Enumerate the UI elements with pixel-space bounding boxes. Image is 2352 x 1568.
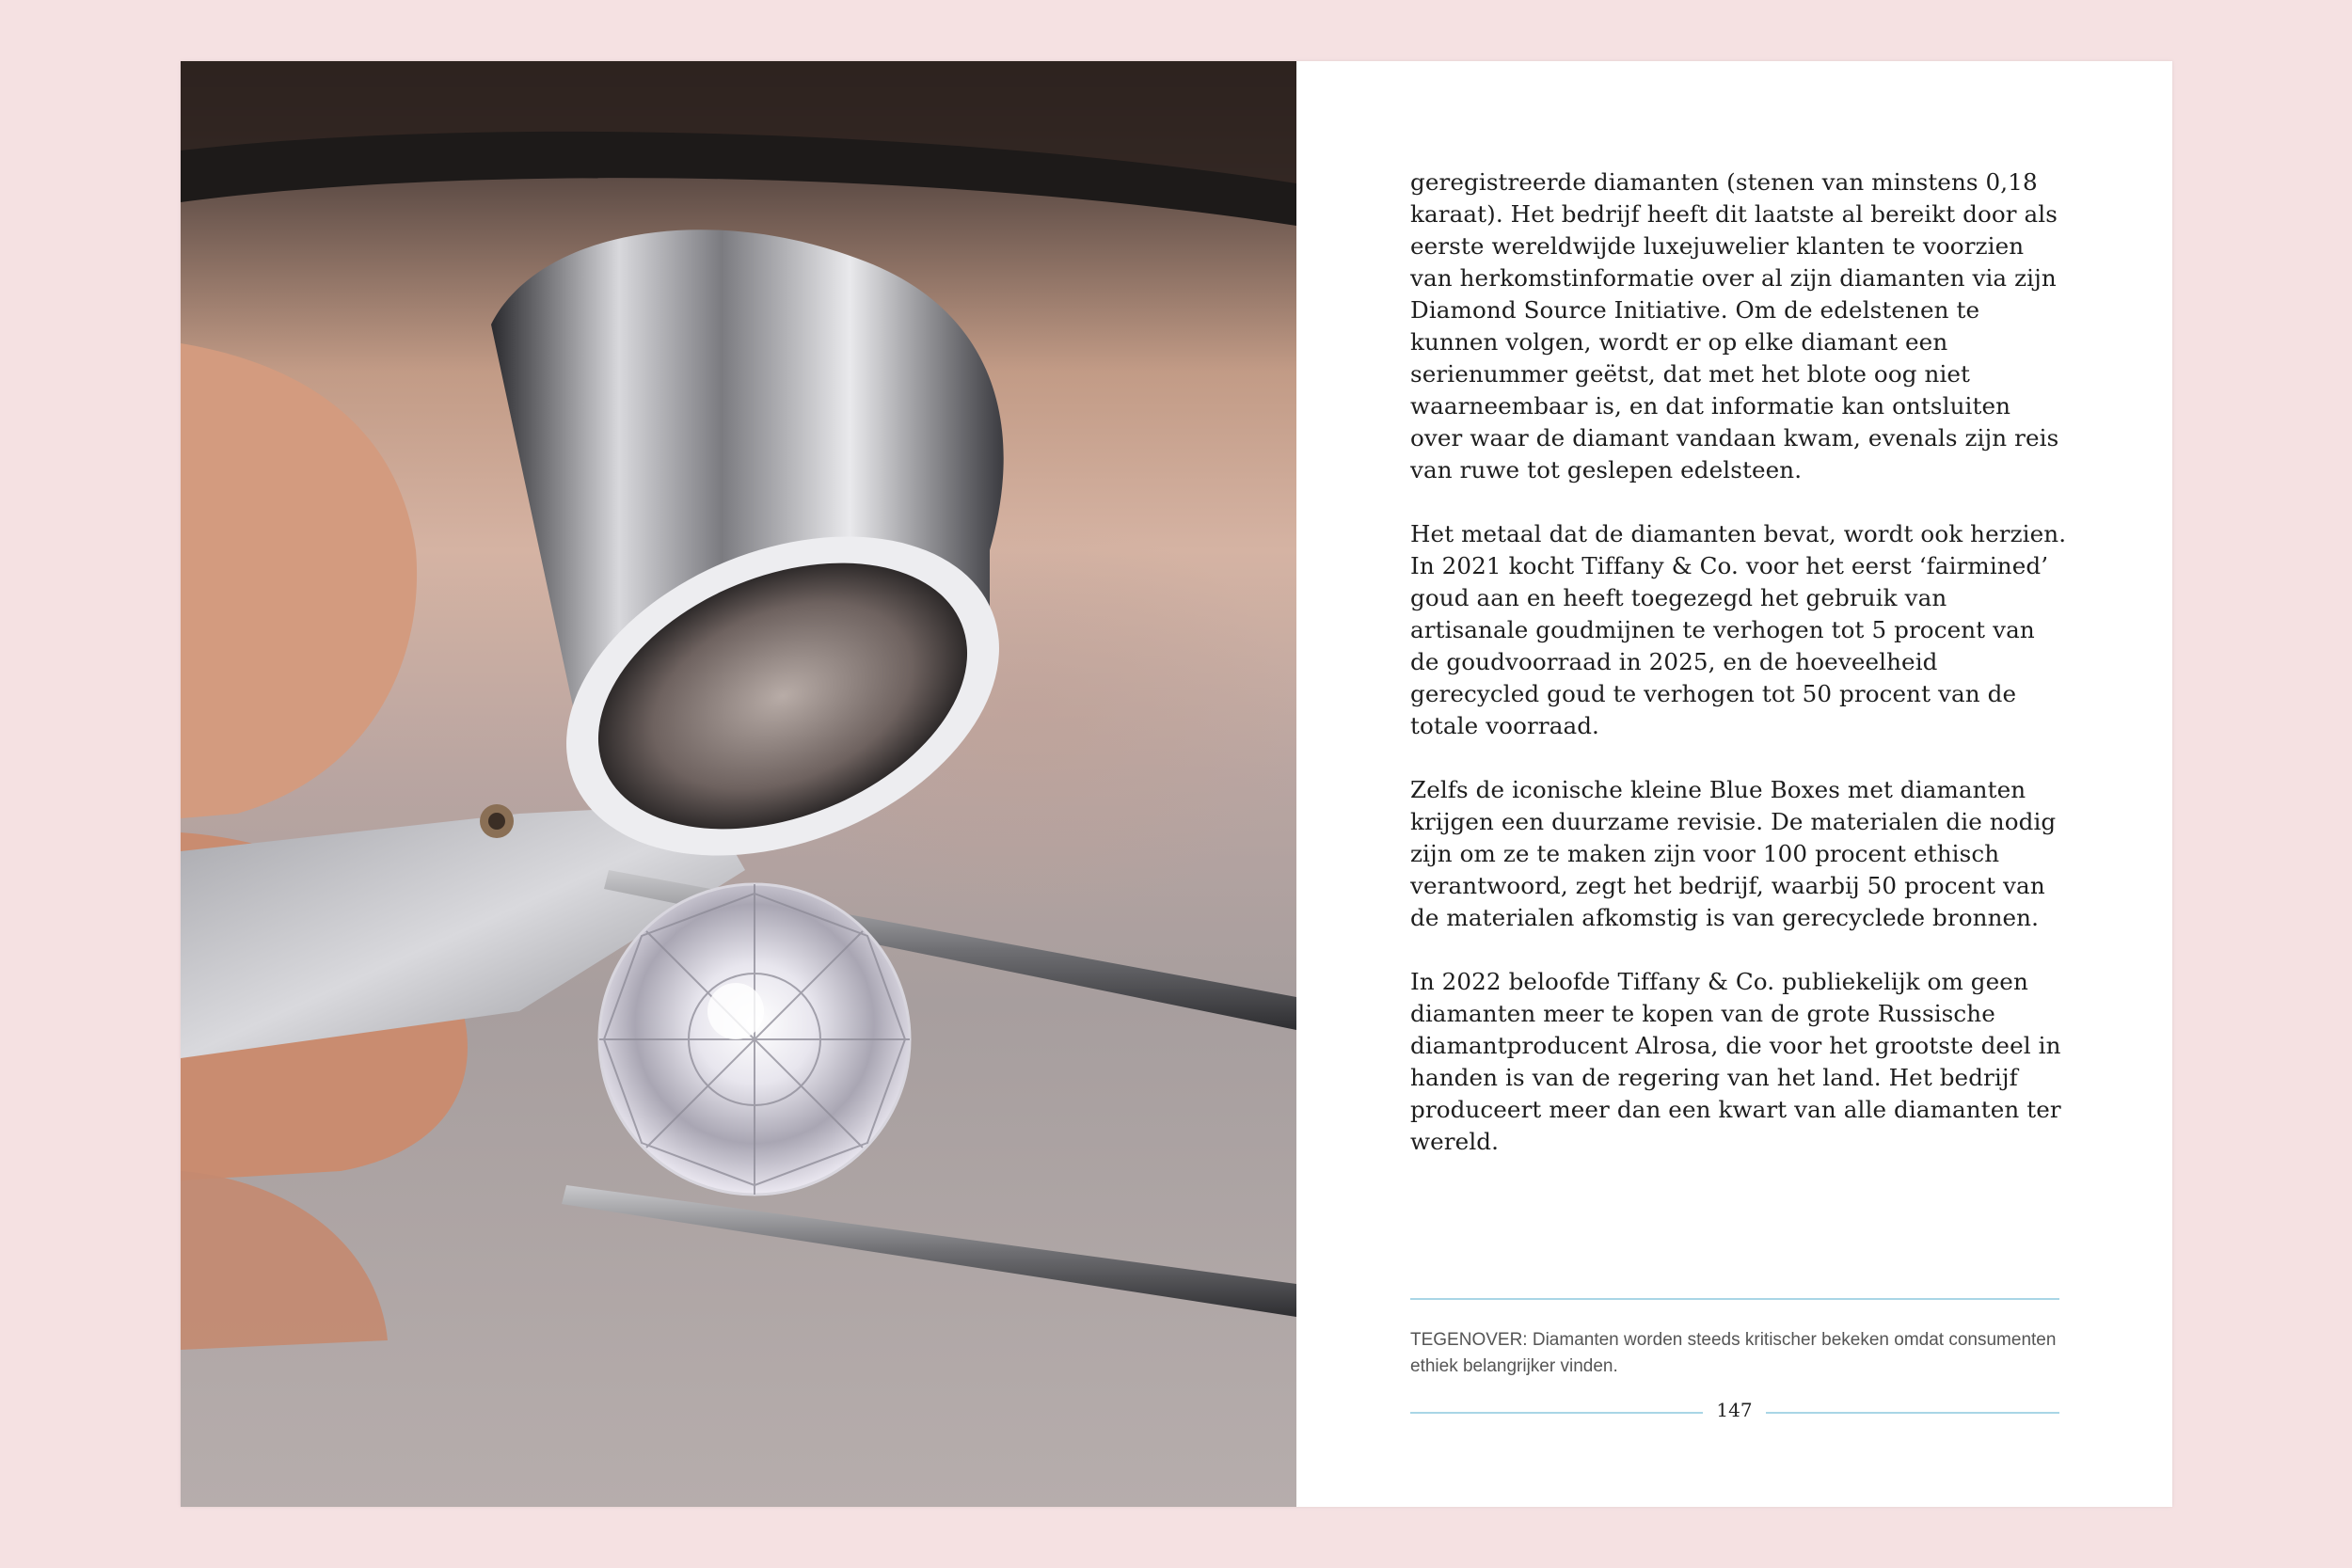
page-number-value: 147	[1703, 1399, 1765, 1421]
caption-top-rule	[1410, 1298, 2059, 1300]
book-spread	[181, 61, 2172, 1507]
paragraph: In 2022 beloofde Tiffany & Co. publiekelijk om geen diamanten meer te kopen van de grote Russische diamantproducent Alrosa, die voor het grootste deel in handen is van de regering van het land. Het bedrijf produceert meer dan een kwart van alle diamanten ter wereld.	[1410, 968, 2061, 1155]
diamond-loupe-photo	[181, 61, 1296, 1507]
text-page	[1296, 61, 2172, 1507]
paragraph: Zelfs de iconische kleine Blue Boxes met diamanten krijgen een duurzame revisie. De materialen die nodig zijn om ze te maken zijn voor 100 procent ethisch verantwoord, zegt het bedrijf, waarbij 50 procent van de materialen afkomstig is van gerecyclede bronnen.	[1410, 776, 2057, 931]
page-number	[1296, 1399, 2172, 1421]
caption-text: Diamanten worden steeds kritischer bekeken omdat consumenten ethiek belangrijker vinden.	[1410, 1330, 2057, 1376]
paragraph: geregistreerde diamanten (stenen van minstens 0,18 karaat). Het bedrijf heeft dit laatste al bereikt door als eerste wereldwijde luxejuwelier klanten te voorzien van herkomstinformatie over al zijn diamanten via zijn Diamond Source Initiative. Om de edelstenen te kunnen volgen, wordt er op elke diamant een serienummer geëtst, dat met het blote oog niet waarneembaar is, en dat informatie kan ontsluiten over waar de diamant vandaan kwam, evenals zijn reis van ruwe tot geslepen edelsteen.	[1410, 168, 2059, 483]
body-text	[1410, 166, 2069, 1190]
photo-illustration	[181, 61, 1296, 1507]
photo-caption	[1410, 1327, 2069, 1380]
paragraph: Het metaal dat de diamanten bevat, wordt ook herzien. In 2021 kocht Tiffany & Co. voor het eerst ‘fairmined’ goud aan en heeft toegezegd het gebruik van artisanale goudmijnen te verhogen tot 5 procent van de goudvoorraad in 2025, en de hoeveelheid gerecycled goud te verhogen tot 50 procent van de totale voorraad.	[1410, 520, 2067, 739]
caption-lead: TEGENOVER:	[1410, 1330, 1528, 1350]
